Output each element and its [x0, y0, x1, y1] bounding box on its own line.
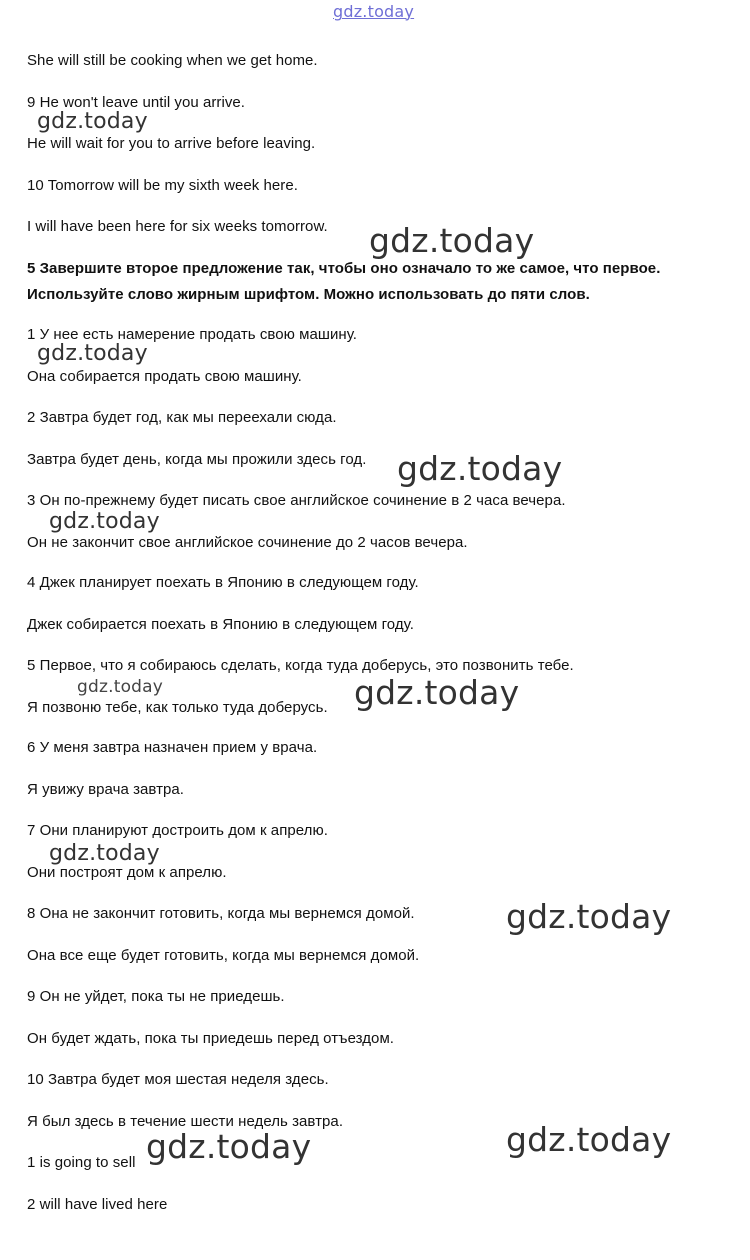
watermark: gdz.today — [37, 341, 148, 366]
watermark: gdz.today — [77, 677, 164, 697]
text-line: 10 Tomorrow will be my sixth week here. — [27, 177, 298, 194]
watermark: gdz.today — [146, 1127, 312, 1166]
watermark: gdz.today — [397, 449, 563, 488]
site-link[interactable]: gdz.today — [333, 2, 415, 21]
text-line: 9 Он не уйдет, пока ты не приедешь. — [27, 988, 285, 1005]
watermark: gdz.today — [49, 841, 160, 866]
watermark: gdz.today — [506, 897, 672, 936]
text-line: 4 Джек планирует поехать в Японию в следующем году. — [27, 574, 419, 591]
watermark: gdz.today — [369, 221, 535, 260]
text-line: I will have been here for six weeks tomorrow. — [27, 218, 328, 235]
answer-line: 1 is going to sell — [27, 1154, 136, 1171]
text-line: 3 Он по-прежнему будет писать свое английское сочинение в 2 часа вечера. — [27, 492, 566, 509]
text-line: Я увижу врача завтра. — [27, 781, 184, 798]
text-line: 1 У нее есть намерение продать свою машину. — [27, 326, 357, 343]
watermark: gdz.today — [37, 109, 148, 134]
text-line: 5 Первое, что я собираюсь сделать, когда туда доберусь, это позвонить тебе. — [27, 657, 574, 674]
answer-line: 2 will have lived here — [27, 1196, 168, 1213]
text-line: 10 Завтра будет моя шестая неделя здесь. — [27, 1071, 329, 1088]
watermark: gdz.today — [49, 509, 160, 534]
text-line: 8 Она не закончит готовить, когда мы вернемся домой. — [27, 905, 415, 922]
exercise-heading: Используйте слово жирным шрифтом. Можно использовать до пяти слов. — [27, 286, 590, 303]
text-line: Я позвоню тебе, как только туда доберусь. — [27, 699, 328, 716]
text-line: 2 Завтра будет год, как мы переехали сюда. — [27, 409, 337, 426]
text-line: He will wait for you to arrive before leaving. — [27, 135, 316, 152]
text-line: Он будет ждать, пока ты приедешь перед отъездом. — [27, 1030, 395, 1047]
watermark: gdz.today — [354, 673, 520, 712]
text-line: Я был здесь в течение шести недель завтра. — [27, 1113, 344, 1130]
text-line: 7 Они планируют достроить дом к апрелю. — [27, 822, 328, 839]
text-line: 6 У меня завтра назначен прием у врача. — [27, 739, 318, 756]
text-line: Они построят дом к апрелю. — [27, 864, 227, 881]
text-line: She will still be cooking when we get home. — [27, 52, 318, 69]
watermark: gdz.today — [506, 1120, 672, 1159]
text-line: Завтра будет день, когда мы прожили здесь год. — [27, 451, 367, 468]
text-line: Джек собирается поехать в Японию в следующем году. — [27, 616, 414, 633]
text-line: Он не закончит свое английское сочинение до 2 часов вечера. — [27, 534, 468, 551]
exercise-heading: 5 Завершите второе предложение так, чтобы оно означало то же самое, что первое. — [27, 260, 661, 277]
text-line: Она собирается продать свою машину. — [27, 368, 302, 385]
text-line: Она все еще будет готовить, когда мы вернемся домой. — [27, 947, 420, 964]
text-line: 9 He won't leave until you arrive. — [27, 94, 246, 111]
